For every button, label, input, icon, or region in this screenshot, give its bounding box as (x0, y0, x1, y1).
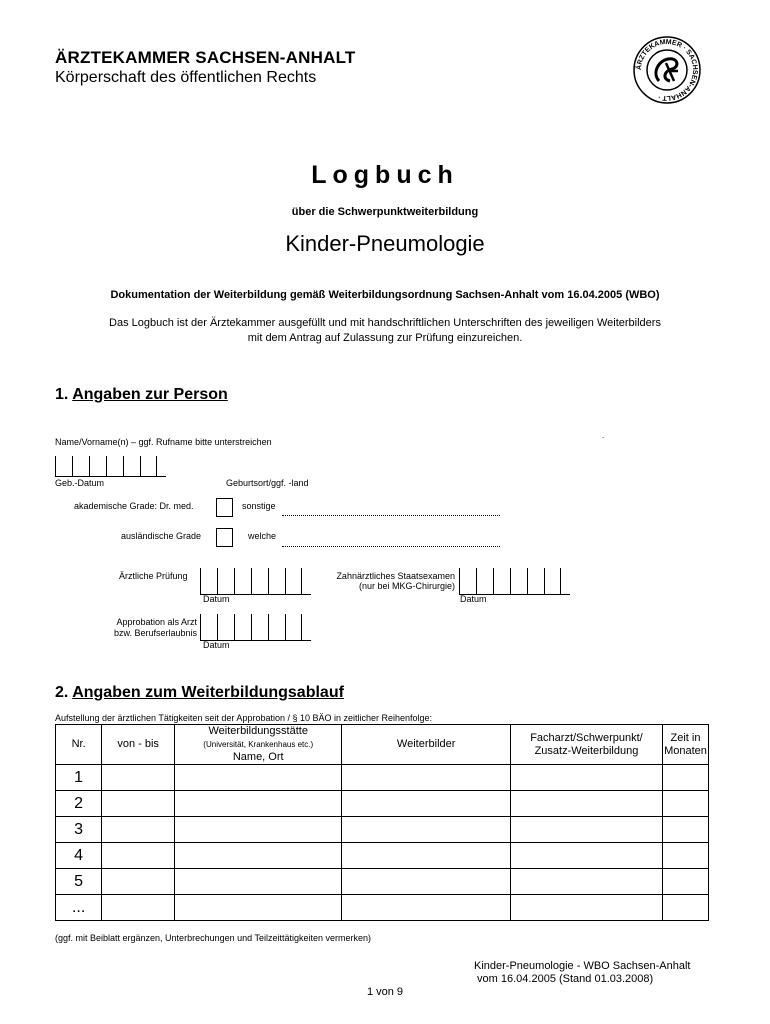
col-header-months-line-1: Zeit in (670, 731, 701, 744)
approbation-label-line-2: bzw. Berufserlaubnis (113, 628, 197, 638)
org-subtitle: Körperschaft des öffentlichen Rechts (55, 69, 317, 86)
months-cell[interactable] (663, 817, 709, 843)
document-reference-line-1: Kinder-Pneumologie - WBO Sachsen-Anhalt (474, 960, 691, 972)
months-cell[interactable] (663, 869, 709, 895)
dental-exam-label-line-1: Zahnärztliches Staatsexamen (336, 571, 455, 581)
other-degree-field[interactable] (282, 515, 500, 516)
row-number: 3 (56, 817, 102, 843)
col-header-specialty (510, 725, 662, 765)
section-number: 1. (55, 386, 69, 403)
trainer-cell[interactable] (342, 791, 510, 817)
section-2-heading (55, 684, 344, 702)
months-cell[interactable] (663, 765, 709, 791)
table-row (56, 895, 709, 921)
specialty-cell[interactable] (510, 895, 662, 921)
table-row (56, 791, 709, 817)
site-cell[interactable] (175, 765, 342, 791)
birthdate-underline (55, 476, 166, 477)
specialty-cell[interactable] (510, 791, 662, 817)
months-cell[interactable] (663, 843, 709, 869)
period-cell[interactable] (102, 869, 175, 895)
dental-exam-label (317, 571, 455, 591)
page-number: 1 von 9 (366, 986, 404, 998)
chamber-seal-logo (632, 35, 702, 105)
col-header-months (663, 725, 709, 765)
period-cell[interactable] (102, 895, 175, 921)
foreign-degree-field[interactable] (282, 546, 500, 547)
dental-exam-label-line-2: (nur bei MKG-Chirurgie) (358, 581, 455, 591)
dr-med-checkbox[interactable] (216, 498, 233, 517)
specialty-cell[interactable] (510, 817, 662, 843)
table-footnote: (ggf. mit Beiblatt ergänzen, Unterbrechungen und Teilzeittätigkeiten vermerken) (55, 933, 372, 943)
foreign-degree-label: ausländische Grade (121, 531, 202, 541)
period-cell[interactable] (102, 843, 175, 869)
dental-date-label: Datum (460, 594, 487, 604)
months-cell[interactable] (663, 791, 709, 817)
col-header-trainer: Weiterbilder (342, 725, 510, 765)
col-header-training-site (175, 725, 342, 765)
trainer-cell[interactable] (342, 869, 510, 895)
specialty-cell[interactable] (510, 765, 662, 791)
table-row (56, 869, 709, 895)
table-row (56, 817, 709, 843)
trainer-cell[interactable] (342, 843, 510, 869)
training-history-table (55, 724, 709, 921)
specialty-title: Kinder-Pneumologie (285, 231, 485, 256)
birthplace-label: Geburtsort/ggf. -land (226, 478, 309, 488)
approbation-date-field[interactable] (200, 614, 302, 640)
col-header-site-line-2: (Universität, Krankenhaus etc.) (203, 740, 314, 749)
section-1-heading (55, 386, 228, 404)
section-title: Angaben zur Person (72, 386, 228, 403)
col-header-months-line-2: Monaten (664, 744, 707, 757)
medical-exam-date-field[interactable] (200, 568, 302, 594)
birthdate-label: Geb.-Datum (55, 478, 105, 488)
section-number: 2. (55, 684, 69, 701)
col-header-nr: Nr. (56, 725, 102, 765)
document-subtitle: über die Schwerpunktweiterbildung (291, 206, 479, 218)
document-title: Logbuch (311, 161, 459, 189)
row-number: 4 (56, 843, 102, 869)
document-reference (474, 960, 690, 986)
site-cell[interactable] (175, 895, 342, 921)
dental-exam-date-field[interactable] (459, 568, 561, 594)
org-name: ÄRZTEKAMMER SACHSEN-ANHALT (55, 48, 356, 67)
col-header-site-line-1: Weiterbildungsstätte (208, 725, 308, 737)
trainer-cell[interactable] (342, 765, 510, 791)
months-cell[interactable] (663, 895, 709, 921)
dot-mark: . (602, 431, 605, 440)
documentation-line: Dokumentation der Weiterbildung gemäß Weiterbildungsordnung Sachsen-Anhalt vom 16.04.2005 (WBO) (110, 289, 660, 301)
site-cell[interactable] (175, 817, 342, 843)
table-row (56, 843, 709, 869)
table-header-row (56, 725, 709, 765)
trainer-cell[interactable] (342, 817, 510, 843)
row-number: 1 (56, 765, 102, 791)
exam-date-label: Datum (203, 594, 230, 604)
svg-text:ÄRZTEKAMMER · SACHSEN-ANHALT ·: ÄRZTEKAMMER · SACHSEN-ANHALT · (635, 38, 699, 102)
approbation-date-label: Datum (203, 640, 230, 650)
trainer-cell[interactable] (342, 895, 510, 921)
period-cell[interactable] (102, 791, 175, 817)
instructions-line-2: mit dem Antrag auf Zulassung zur Prüfung einzureichen. (247, 332, 523, 344)
col-header-period: von - bis (102, 725, 175, 765)
approbation-label-line-1: Approbation als Arzt (116, 617, 197, 627)
site-cell[interactable] (175, 791, 342, 817)
name-label: Name/Vorname(n) – ggf. Rufname bitte unterstreichen (55, 437, 272, 447)
site-cell[interactable] (175, 843, 342, 869)
instructions-line-1: Das Logbuch ist der Ärztekammer ausgefüllt und mit handschriftlichen Unterschriften des jeweiligen Weiterbilders (109, 317, 661, 329)
which-label: welche (248, 531, 277, 541)
row-number: 5 (56, 869, 102, 895)
academic-degree-label: akademische Grade: Dr. med. (74, 501, 194, 511)
instructions (0, 316, 770, 346)
approbation-label (90, 617, 197, 639)
row-number: 2 (56, 791, 102, 817)
period-cell[interactable] (102, 765, 175, 791)
activities-intro: Aufstellung der ärztlichen Tätigkeiten seit der Approbation / § 10 BÄO in zeitlicher Reihenfolge: (55, 713, 433, 723)
site-cell[interactable] (175, 869, 342, 895)
row-number: ... (56, 895, 102, 921)
col-header-specialty-line-1: Facharzt/Schwerpunkt/ (530, 731, 643, 744)
specialty-cell[interactable] (510, 843, 662, 869)
document-reference-line-2: vom 16.04.2005 (Stand 01.03.2008) (474, 973, 654, 985)
col-header-specialty-line-2: Zusatz-Weiterbildung (534, 744, 639, 757)
period-cell[interactable] (102, 817, 175, 843)
section-title: Angaben zum Weiterbildungsablauf (72, 684, 344, 701)
other-degree-label: sonstige (242, 501, 276, 511)
foreign-degree-checkbox[interactable] (216, 528, 233, 547)
col-header-site-line-3: Name, Ort (232, 751, 284, 763)
birthdate-field[interactable] (55, 456, 157, 476)
specialty-cell[interactable] (510, 869, 662, 895)
medical-exam-label: Ärztliche Prüfung (119, 571, 188, 581)
table-row (56, 765, 709, 791)
